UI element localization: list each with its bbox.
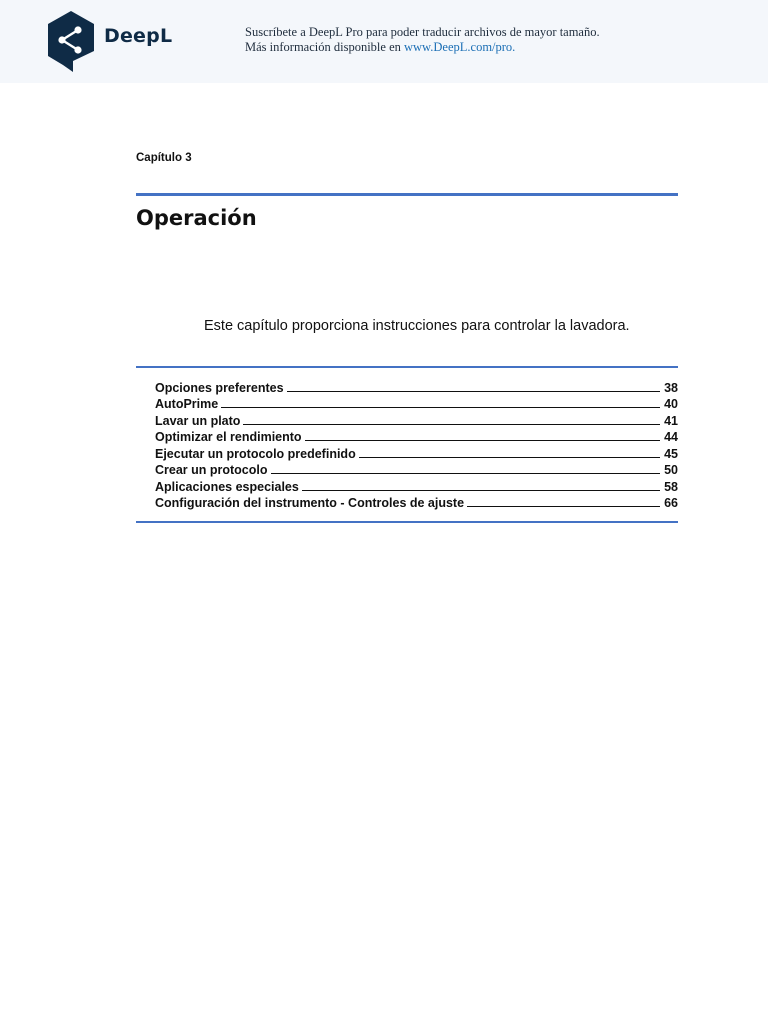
toc-entry-label: Crear un protocolo xyxy=(155,463,268,477)
toc-entry[interactable] xyxy=(155,428,678,445)
toc-top-rule xyxy=(136,366,678,368)
toc-leader-line xyxy=(221,406,660,408)
toc-entry-label: AutoPrime xyxy=(155,397,219,411)
toc-entry-page: 50 xyxy=(664,463,678,477)
toc-entry-label: Aplicaciones especiales xyxy=(155,479,299,494)
table-of-contents xyxy=(155,378,678,510)
toc-entry[interactable] xyxy=(155,444,678,461)
toc-leader-line xyxy=(271,472,660,474)
chapter-label: Capítulo 3 xyxy=(136,152,192,164)
toc-entry-page: 44 xyxy=(664,430,678,444)
toc-entry-label: Lavar un plato xyxy=(155,413,241,428)
toc-entry-label: Ejecutar un protocolo predefinido xyxy=(155,446,356,461)
deepl-pro-link[interactable]: www.DeepL.com/pro. xyxy=(404,40,516,54)
toc-entry-page: 38 xyxy=(664,380,678,395)
promo-line-2 xyxy=(245,40,600,55)
toc-leader-line xyxy=(305,439,660,441)
toc-bottom-rule xyxy=(136,521,678,523)
toc-leader-line xyxy=(243,423,660,425)
toc-entry-label: Configuración del instrumento - Controles de ajuste xyxy=(155,496,465,510)
toc-entry[interactable] xyxy=(155,378,678,395)
toc-entry-page: 41 xyxy=(664,413,678,428)
toc-entry[interactable] xyxy=(155,477,678,494)
toc-entry[interactable] xyxy=(155,494,678,511)
toc-entry[interactable] xyxy=(155,461,678,478)
toc-entry-page: 66 xyxy=(664,496,678,510)
toc-entry[interactable] xyxy=(155,395,678,412)
toc-leader-line xyxy=(467,505,660,507)
deepl-logo-text: DeepL xyxy=(104,25,173,47)
promo-text xyxy=(245,25,600,55)
toc-leader-line xyxy=(287,390,660,392)
promo-line-2-prefix: Más información disponible en xyxy=(245,40,404,54)
deepl-banner xyxy=(0,0,768,83)
toc-leader-line xyxy=(302,489,660,491)
toc-leader-line xyxy=(359,456,660,458)
promo-line-1: Suscríbete a DeepL Pro para poder traducir archivos de mayor tamaño. xyxy=(245,25,600,39)
toc-entry-page: 58 xyxy=(664,479,678,494)
toc-entry[interactable] xyxy=(155,411,678,428)
toc-entry-label: Optimizar el rendimiento xyxy=(155,430,302,444)
page-title: Operación xyxy=(136,206,257,230)
deepl-logo-icon xyxy=(46,10,96,72)
toc-entry-page: 40 xyxy=(664,397,678,411)
chapter-intro: Este capítulo proporciona instrucciones para controlar la lavadora. xyxy=(204,318,630,334)
toc-entry-label: Opciones preferentes xyxy=(155,380,284,395)
title-rule xyxy=(136,193,678,196)
toc-entry-page: 45 xyxy=(664,446,678,461)
